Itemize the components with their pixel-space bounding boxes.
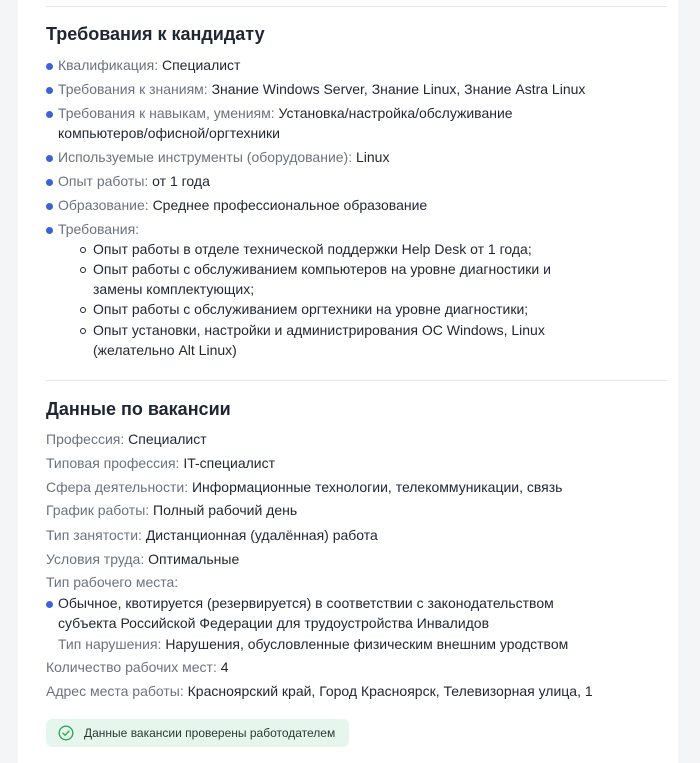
workplace-line1: Обычное, квотируется (резервируется) в соответствии с законодательством — [58, 595, 554, 611]
req-sub-item-cont: замены комплектующих; — [93, 281, 255, 297]
circle-bullet-icon — [80, 247, 86, 253]
bullet-icon — [46, 203, 53, 210]
req-skills-cont: компьютеров/офисной/оргтехники — [58, 125, 280, 141]
req-experience: Опыт работы: от 1 года — [58, 173, 210, 189]
field-schedule: График работы: Полный рабочий день — [46, 502, 298, 518]
workplace-line2: субъекта Российской Федерации для трудоустройства Инвалидов — [58, 615, 490, 631]
req-sub-item: Опыт работы в отделе технической поддержки Help Desk от 1 года; — [93, 241, 532, 257]
field-typical-profession: Типовая профессия: IT-специалист — [46, 455, 276, 471]
field-workplace-type: Тип рабочего места: — [46, 574, 179, 590]
verified-badge — [46, 719, 349, 747]
workplace-violation: Тип нарушения: Нарушения, обусловленные физическим внешним уродством — [58, 636, 569, 652]
circle-bullet-icon — [80, 307, 86, 313]
bullet-icon — [46, 227, 53, 234]
bullet-icon — [46, 179, 53, 186]
req-sub-item-cont: (желательно Alt Linux) — [93, 342, 237, 358]
bullet-icon — [46, 87, 53, 94]
req-education: Образование: Среднее профессиональное образование — [58, 197, 428, 213]
top-divider — [46, 6, 667, 7]
check-circle-icon — [58, 725, 74, 741]
bullet-icon — [46, 63, 53, 70]
circle-bullet-icon — [80, 328, 86, 334]
requirements-title: Требования к кандидату — [46, 24, 265, 44]
req-sub-item: Опыт работы с обслуживанием компьютеров на уровне диагностики и — [93, 261, 551, 277]
field-sphere: Сфера деятельности: Информационные технологии, телекоммуникации, связь — [46, 479, 563, 495]
bullet-icon — [46, 111, 53, 118]
field-employment-type: Тип занятости: Дистанционная (удалённая) работа — [46, 527, 378, 543]
req-requirements: Требования: — [58, 221, 140, 237]
field-workplace-count: Количество рабочих мест: 4 — [46, 659, 229, 675]
req-knowledge: Требования к знаниям: Знание Windows Server, Знание Linux, Знание Astra Linux — [58, 81, 586, 97]
verified-badge-text: Данные вакансии проверены работодателем — [84, 726, 336, 740]
req-qualification: Квалификация: Специалист — [58, 57, 241, 73]
field-profession: Профессия: Специалист — [46, 431, 207, 447]
vacancy-card — [18, 0, 678, 763]
field-conditions: Условия труда: Оптимальные — [46, 551, 240, 567]
req-skills: Требования к навыкам, умениям: Установка/настройка/обслуживание — [58, 105, 513, 121]
vacancy-title: Данные по вакансии — [46, 399, 231, 419]
bullet-icon — [46, 601, 53, 608]
req-sub-item: Опыт установки, настройки и администрирования ОС Windows, Linux — [93, 322, 545, 338]
bullet-icon — [46, 155, 53, 162]
req-sub-item: Опыт работы с обслуживанием оргтехники на уровне диагностики; — [93, 301, 529, 317]
req-tools: Используемые инструменты (оборудование): Linux — [58, 149, 390, 165]
section-divider — [46, 380, 667, 381]
field-address: Адрес места работы: Красноярский край, Город Красноярск, Телевизорная улица, 1 — [46, 683, 593, 699]
circle-bullet-icon — [80, 267, 86, 273]
